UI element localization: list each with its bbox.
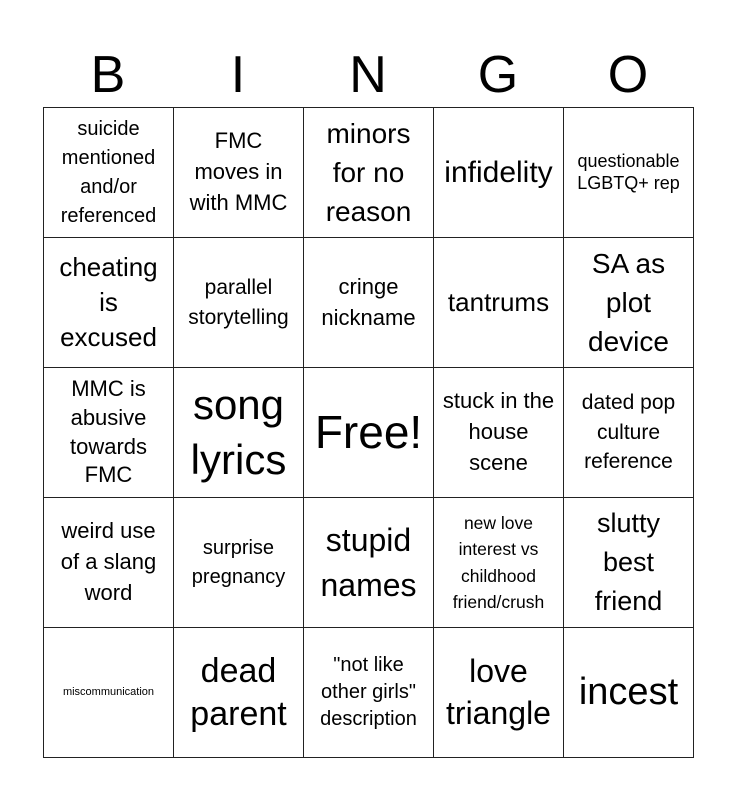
cell-label: questionable LGBTQ+ rep [577, 150, 680, 193]
header-letter-o: O [607, 46, 649, 104]
cell-label: surprise pregnancy [191, 536, 286, 588]
cell-label: weird use of a slang word [60, 518, 157, 605]
bingo-cell-o4[interactable] [564, 498, 694, 628]
cell-label: infidelity [444, 156, 553, 189]
bingo-cell-i5[interactable] [174, 628, 304, 758]
header-letter-n: N [349, 46, 387, 104]
cell-label: FMC moves in with MMC [189, 128, 288, 215]
cell-label: dated pop culture reference [581, 391, 676, 474]
cell-label: minors for no reason [325, 117, 412, 228]
bingo-cell-b2[interactable] [44, 238, 174, 368]
bingo-cell-g3[interactable] [434, 368, 564, 498]
bingo-cell-g5[interactable] [434, 628, 564, 758]
bingo-cell-b5[interactable] [44, 628, 174, 758]
bingo-header [43, 44, 693, 106]
bingo-cell-n4[interactable] [304, 498, 434, 628]
bingo-cell-g4[interactable] [434, 498, 564, 628]
bingo-cell-i4[interactable] [174, 498, 304, 628]
cell-label: MMC is abusive towards FMC [69, 376, 148, 488]
header-letter-g: G [477, 46, 519, 104]
bingo-cell-n2[interactable] [304, 238, 434, 368]
bingo-cell-n5[interactable] [304, 628, 434, 758]
cell-label: tantrums [447, 286, 550, 317]
cell-label: stuck in the house scene [442, 388, 555, 475]
bingo-cell-g2[interactable] [434, 238, 564, 368]
bingo-cell-i1[interactable] [174, 108, 304, 238]
cell-label: song lyrics [190, 380, 287, 483]
bingo-cell-n1[interactable] [304, 108, 434, 238]
cell-label: "not like other girls" description [320, 654, 417, 730]
cell-label: cringe nickname [321, 273, 416, 330]
free-space-label: Free! [314, 405, 423, 458]
bingo-cell-b4[interactable] [44, 498, 174, 628]
cell-label: cheating is excused [59, 251, 158, 353]
bingo-cell-o3[interactable] [564, 368, 694, 498]
header-letter-b: B [90, 46, 126, 104]
bingo-cell-b3[interactable] [44, 368, 174, 498]
bingo-cell-b1[interactable] [44, 108, 174, 238]
cell-label: dead parent [190, 652, 287, 733]
cell-label: parallel storytelling [188, 276, 289, 329]
bingo-cell-o1[interactable] [564, 108, 694, 238]
cell-label: love triangle [446, 652, 551, 731]
header-letter-i: I [230, 46, 246, 104]
cell-label: slutty best friend [594, 507, 663, 617]
cell-label: incest [578, 670, 679, 713]
cell-label: miscommunication [62, 686, 155, 699]
bingo-cell-o5[interactable] [564, 628, 694, 758]
bingo-cell-o2[interactable] [564, 238, 694, 368]
bingo-cell-i2[interactable] [174, 238, 304, 368]
bingo-board [43, 107, 694, 758]
cell-label: suicide mentioned and/or referenced [60, 117, 157, 227]
bingo-cell-i3[interactable] [174, 368, 304, 498]
cell-label: SA as plot device [588, 247, 669, 358]
bingo-cell-g1[interactable] [434, 108, 564, 238]
bingo-cell-free[interactable] [304, 368, 434, 498]
cell-label: stupid names [320, 521, 417, 603]
cell-label: new love interest vs childhood friend/crush [452, 513, 545, 612]
